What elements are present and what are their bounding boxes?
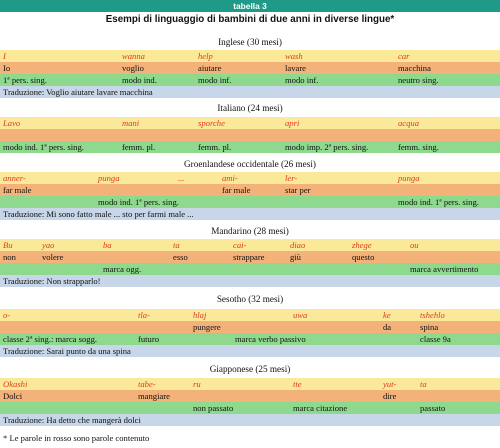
grammar: classe 9a [420,334,451,344]
gloss: esso [173,252,188,262]
word: ru [193,379,201,389]
word: punga [398,173,420,183]
word: apri [285,118,300,128]
grammar: futuro [138,334,160,344]
translation-row [0,275,500,287]
words-row [0,50,500,62]
word: ta [173,240,180,250]
translation: Traduzione: Ha detto che mangerà dolci [3,415,141,425]
language-title: Mandarino (28 mesi) [211,226,289,236]
word: sporche [198,118,225,128]
grammar: marca citazione [293,403,348,413]
grammar: modo ind. [122,75,157,85]
word: zhege [352,240,372,250]
grammar-row [0,263,500,275]
word: ou [410,240,419,250]
gloss-row [0,390,500,402]
table-title: Esempi di linguaggio di bambini di due anni in diverse lingue* [105,14,395,25]
word: Bu [3,240,13,250]
gloss: dire [383,391,397,401]
word: ami- [222,173,238,183]
grammar-row [0,141,500,153]
word: wanna [122,51,145,61]
grammar: femm. pl. [198,142,232,152]
translation: Traduzione: Sarai punto da una spina [3,346,131,356]
translation-row [0,414,500,426]
gloss: aiutare [198,63,222,73]
word: tla- [138,310,150,320]
grammar: passato [420,403,446,413]
grammar: modo ind. 1ª pers. sing. [3,142,84,152]
gloss: giù [290,252,301,262]
grammar-row [0,333,500,345]
gloss: macchina [398,63,431,73]
grammar: femm. pl. [122,142,156,152]
grammar: 1ª pers. sing. [3,75,47,85]
translation: Traduzione: Voglio aiutare lavare macchina [3,87,153,97]
gloss: far male [222,185,251,195]
gloss: volere [42,252,64,262]
gloss-row [0,62,500,74]
grammar: marca verbo passivo [235,334,306,344]
translation-row [0,345,500,357]
gloss: strappare [233,252,265,262]
grammar: neutro sing. [398,75,439,85]
language-title: Sesotho (32 mesi) [216,294,284,304]
gloss: mangiare [138,391,170,401]
word: ler- [285,173,298,183]
word: ba [103,240,112,250]
word: acqua [398,118,420,128]
word: ... [178,173,185,183]
word: hlaj [193,310,207,320]
translation-row [0,86,500,98]
gloss: Io [3,63,11,73]
words-row [0,117,500,129]
translation: Traduzione: Non strapparlo! [3,276,101,286]
gloss-row [0,129,500,141]
grammar-row [0,402,500,414]
grammar: modo ind. 1ª pers. sing. [398,197,479,207]
word: car [398,51,410,61]
translation: Traduzione: Mi sono fatto male ... sto per farmi male ... [3,209,194,219]
word: tte [293,379,302,389]
words-row [0,378,500,390]
language-title: Groenlandese occidentale (26 mesi) [184,159,316,169]
gloss-row [0,251,500,263]
grammar: classe 2ª sing.: marca sogg. [3,334,98,344]
grammar: marca avvertimento [410,264,479,274]
grammar-row [0,74,500,86]
grammar: modo inf. [285,75,319,85]
language-title: Italiano (24 mesi) [217,103,283,113]
gloss: Dolci [3,391,23,401]
word: uwa [293,310,308,320]
word: punga [98,173,120,183]
word: tshehlo [420,310,445,320]
word: help [198,51,213,61]
grammar: marca ogg. [103,264,142,274]
gloss-row [0,184,500,196]
grammar: modo ind. 1ª pers. sing. [98,197,179,207]
word: tabe- [138,379,156,389]
footnote: * Le parole in rosso sono parole contenuto [3,433,150,443]
word: Okashi [3,379,28,389]
gloss: voglio [122,63,144,73]
language-title: Inglese (30 mesi) [218,37,282,47]
gloss: pungere [193,322,221,332]
word: mani [122,118,140,128]
gloss: star per [285,185,311,195]
word: wash [285,51,303,61]
gloss: questo [352,252,375,262]
word: anner- [3,173,26,183]
grammar: non passato [193,403,234,413]
grammar: modo imp. 2ª pers. sing. [285,142,369,152]
word: ta [420,379,427,389]
word: cai- [233,240,247,250]
word: yao [42,240,55,250]
gloss: spina [420,322,439,332]
word: I [3,51,6,61]
gloss: far male [3,185,32,195]
word: ke [383,310,391,320]
gloss-row [0,321,500,333]
word: yut- [383,379,397,389]
language-title: Giapponese (25 mesi) [209,364,291,374]
gloss: da [383,322,392,332]
words-row [0,309,500,321]
words-row [0,239,500,251]
grammar: modo inf. [198,75,232,85]
grammar-row [0,196,500,208]
table-label: tabella 3 [0,0,500,12]
word: o- [3,310,11,320]
translation-row [0,208,500,220]
word: Lavo [3,118,21,128]
gloss: non [3,252,16,262]
words-row [0,172,500,184]
word: diao [290,240,306,250]
gloss: lavare [285,63,306,73]
grammar: femm. sing. [398,142,439,152]
